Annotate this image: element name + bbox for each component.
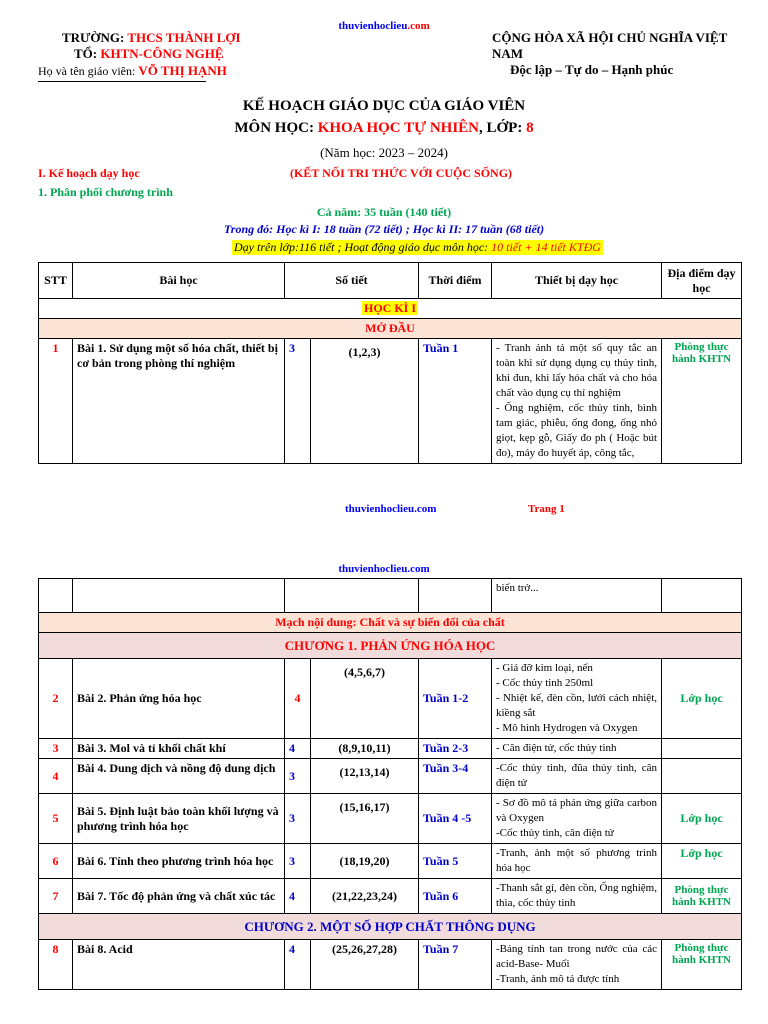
row-periods: (15,16,17) (311, 794, 419, 844)
grade-value: 8 (526, 120, 534, 136)
row-lesson: Bài 2. Phản ứng hóa học (73, 659, 285, 739)
table-row (39, 879, 742, 914)
row-stt: 6 (39, 844, 73, 879)
row-stt: 3 (39, 739, 73, 759)
row-lesson: Bài 6. Tính theo phương trình hóa học (73, 844, 285, 879)
row-lesson: Bài 1. Sử dụng một số hóa chất, thiết bị cơ bản trong phòng thí nghiệm (73, 339, 285, 464)
header-equipment: Thiết bị dạy học (492, 263, 662, 299)
row-equipment: -Cốc thủy tinh, đũa thủy tinh, cân điện tử (492, 759, 662, 794)
motto: Độc lập – Tự do – Hạnh phúc (510, 62, 674, 77)
equipment-item: - Cốc thủy tinh 250ml (496, 677, 594, 689)
row-equipment: biến trở... (492, 579, 662, 613)
equipment-item: -Cốc thủy tinh, cân điện tử (496, 827, 614, 839)
row-periods: (1,2,3) (311, 339, 419, 464)
row-periods: (18,19,20) (311, 844, 419, 879)
header-location: Địa điểm dạy học (662, 263, 742, 299)
row-location (662, 579, 742, 613)
row-lesson: Bài 8. Acid (73, 940, 285, 990)
row-stt: 7 (39, 879, 73, 914)
chapter1-band: CHƯƠNG 1. PHẢN ỨNG HÓA HỌC (39, 633, 742, 659)
table-row (39, 794, 742, 844)
row-lesson: Bài 5. Định luật bảo toàn khối lượng và phương trình hóa học (73, 794, 285, 844)
country-name: CỘNG HÒA XÃ HỘI CHỦ NGHĨA VIỆT NAM (492, 30, 728, 61)
row-stt: 4 (39, 759, 73, 794)
semester-label: HỌC KÌ I (364, 301, 417, 315)
page-title: KẾ HOẠCH GIÁO DỤC CỦA GIÁO VIÊN (242, 98, 526, 114)
chapter2-band: CHƯƠNG 2. MỘT SỐ HỢP CHẤT THÔNG DỤNG (39, 914, 742, 940)
table-row (39, 844, 742, 879)
footer-site: thuvienhoclieu.com (345, 503, 437, 515)
table-row (39, 739, 742, 759)
row-count: 3 (285, 339, 311, 464)
school-name: THCS THÀNH LỢI (127, 30, 241, 45)
row-periods: (12,13,14) (311, 759, 419, 794)
intro-band: MỞ ĐẦU (39, 319, 742, 339)
row-periods: (21,22,23,24) (311, 879, 419, 914)
row-periods: (25,26,27,28) (311, 940, 419, 990)
row-periods: (4,5,6,7) (311, 659, 419, 739)
year-summary: Cả năm: 35 tuần (140 tiết) (316, 205, 452, 219)
row-equipment: -Tranh, ảnh một số phương trình hóa học (492, 844, 662, 879)
row-time: Tuần 3-4 (419, 759, 492, 794)
row-location: Lớp học (662, 794, 742, 844)
row-stt: 1 (39, 339, 73, 464)
subject-name: KHOA HỌC TỰ NHIÊN (317, 120, 479, 136)
row-periods (285, 579, 419, 613)
watermark-site-text: thuvienhoclieu (338, 20, 408, 32)
row-location: Phòng thực hành KHTN (662, 339, 742, 464)
equipment-item: - Nhiệt kế, đèn cồn, lưới cách nhiệt, kiềng sắt (496, 692, 657, 719)
row-lesson (73, 579, 285, 613)
row-equipment (492, 794, 662, 844)
plan-heading: I. Kế hoạch dạy học (38, 166, 140, 180)
row-time: Tuần 4 -5 (419, 794, 492, 844)
row-time: Tuần 5 (419, 844, 492, 879)
row-stt: 2 (39, 659, 73, 739)
dept-label: TỔ: (74, 46, 101, 61)
textbook-series: (KẾT NỐI TRI THỨC VỚI CUỘC SỐNG) (290, 166, 513, 180)
row-location: Phòng thực hành KHTN (662, 940, 742, 990)
row-time (419, 579, 492, 613)
row-lesson: Bài 7. Tốc độ phản ứng và chất xúc tác (73, 879, 285, 914)
row-time: Tuần 2-3 (419, 739, 492, 759)
row-time: Tuần 7 (419, 940, 492, 990)
row-count: 4 (285, 739, 311, 759)
row-location: Phòng thực hành KHTN (662, 879, 742, 914)
row-count: 3 (285, 794, 311, 844)
header-stt: STT (39, 263, 73, 299)
dept-name: KHTN-CÔNG NGHỆ (100, 46, 224, 61)
header-periods: Số tiết (285, 263, 419, 299)
subject-label: MÔN HỌC: (234, 120, 318, 136)
row-equipment (492, 940, 662, 990)
equipment-item: - Sơ đồ mô tả phản ứng giữa carbon và Oxygen (496, 797, 657, 824)
teacher-name: VÕ THỊ HẠNH (138, 63, 227, 78)
row-time: Tuần 1-2 (419, 659, 492, 739)
row-count: 4 (285, 940, 311, 990)
hours-suffix: 10 tiết + 14 tiết KTĐG (491, 240, 601, 254)
row-count: 3 (285, 844, 311, 879)
header-time: Thời điểm (419, 263, 492, 299)
page-number: Trang 1 (528, 503, 565, 515)
row-periods: (8,9,10,11) (311, 739, 419, 759)
row-count: 4 (285, 879, 311, 914)
table-row (39, 940, 742, 990)
school-year: (Năm học: 2023 – 2024) (320, 145, 448, 160)
header-lesson: Bài học (73, 263, 285, 299)
hours-prefix: Dạy trên lớp:116 tiết ; Hoạt động giáo dục môn học: (234, 240, 492, 254)
row-equipment: -Thanh sắt gỉ, đèn cồn, Ống nghiệm, thìa, cốc thủy tinh (492, 879, 662, 914)
row-count: 3 (285, 759, 311, 794)
row-lesson: Bài 4. Dung dịch và nồng độ dung dịch (73, 759, 285, 794)
row-equipment (492, 659, 662, 739)
row-stt: 8 (39, 940, 73, 990)
semester-summary: Trong đó: Học kì I: 18 tuần (72 tiết) ; Học kì II: 17 tuần (68 tiết) (223, 222, 545, 236)
curriculum-table-page2 (38, 578, 742, 990)
row-stt: 5 (39, 794, 73, 844)
row-location: Lớp học (662, 659, 742, 739)
row-equipment: - Cân điện tử, cốc thủy tinh (492, 739, 662, 759)
equipment-item: -Tranh, ảnh mô tả được tính (496, 973, 620, 985)
strand-band: Mạch nội dung: Chất và sự biến đổi của chất (39, 613, 742, 633)
watermark-domain: .com (407, 20, 430, 32)
row-location (662, 759, 742, 794)
distribution-heading: 1. Phân phối chương trình (38, 185, 173, 199)
row-lesson: Bài 3. Mol và tỉ khối chất khí (73, 739, 285, 759)
teacher-label: Họ và tên giáo viên: (38, 64, 139, 78)
equipment-item: - Ống nghiệm, cốc thủy tinh, bình tam giác, phiễu, ống đong, ống nhỏ giọt, kẹp gỗ, Giấy đo ph ( Hoặc bút đo), máy đo huyết áp, công tắc, (496, 402, 658, 459)
row-time: Tuần 6 (419, 879, 492, 914)
table-row (39, 759, 742, 794)
row-time: Tuần 1 (419, 339, 492, 464)
row-count: 4 (285, 659, 311, 739)
equipment-item: - Mô hình Hydrogen và Oxygen (496, 722, 638, 734)
row-location: Lớp học (662, 844, 742, 879)
row-location (662, 739, 742, 759)
school-label: TRƯỜNG: (62, 30, 128, 45)
equipment-item: - Giá đỡ kim loại, nến (496, 662, 593, 674)
table-row (39, 579, 742, 613)
equipment-item: -Bảng tính tan trong nước của các acid-Base- Muối (496, 943, 657, 970)
table-row (39, 659, 742, 739)
equipment-item: - Tranh ảnh tả một số quy tắc an toàn khi sử dụng dụng cụ thủy tinh, khi đun, khi lấy hóa chất và cho hóa chất vào dụng cụ thí nghiệm (496, 342, 658, 399)
row-stt (39, 579, 73, 613)
grade-label: , LỚP: (479, 120, 527, 136)
watermark-site-page2: thuvienhoclieu.com (338, 563, 430, 575)
